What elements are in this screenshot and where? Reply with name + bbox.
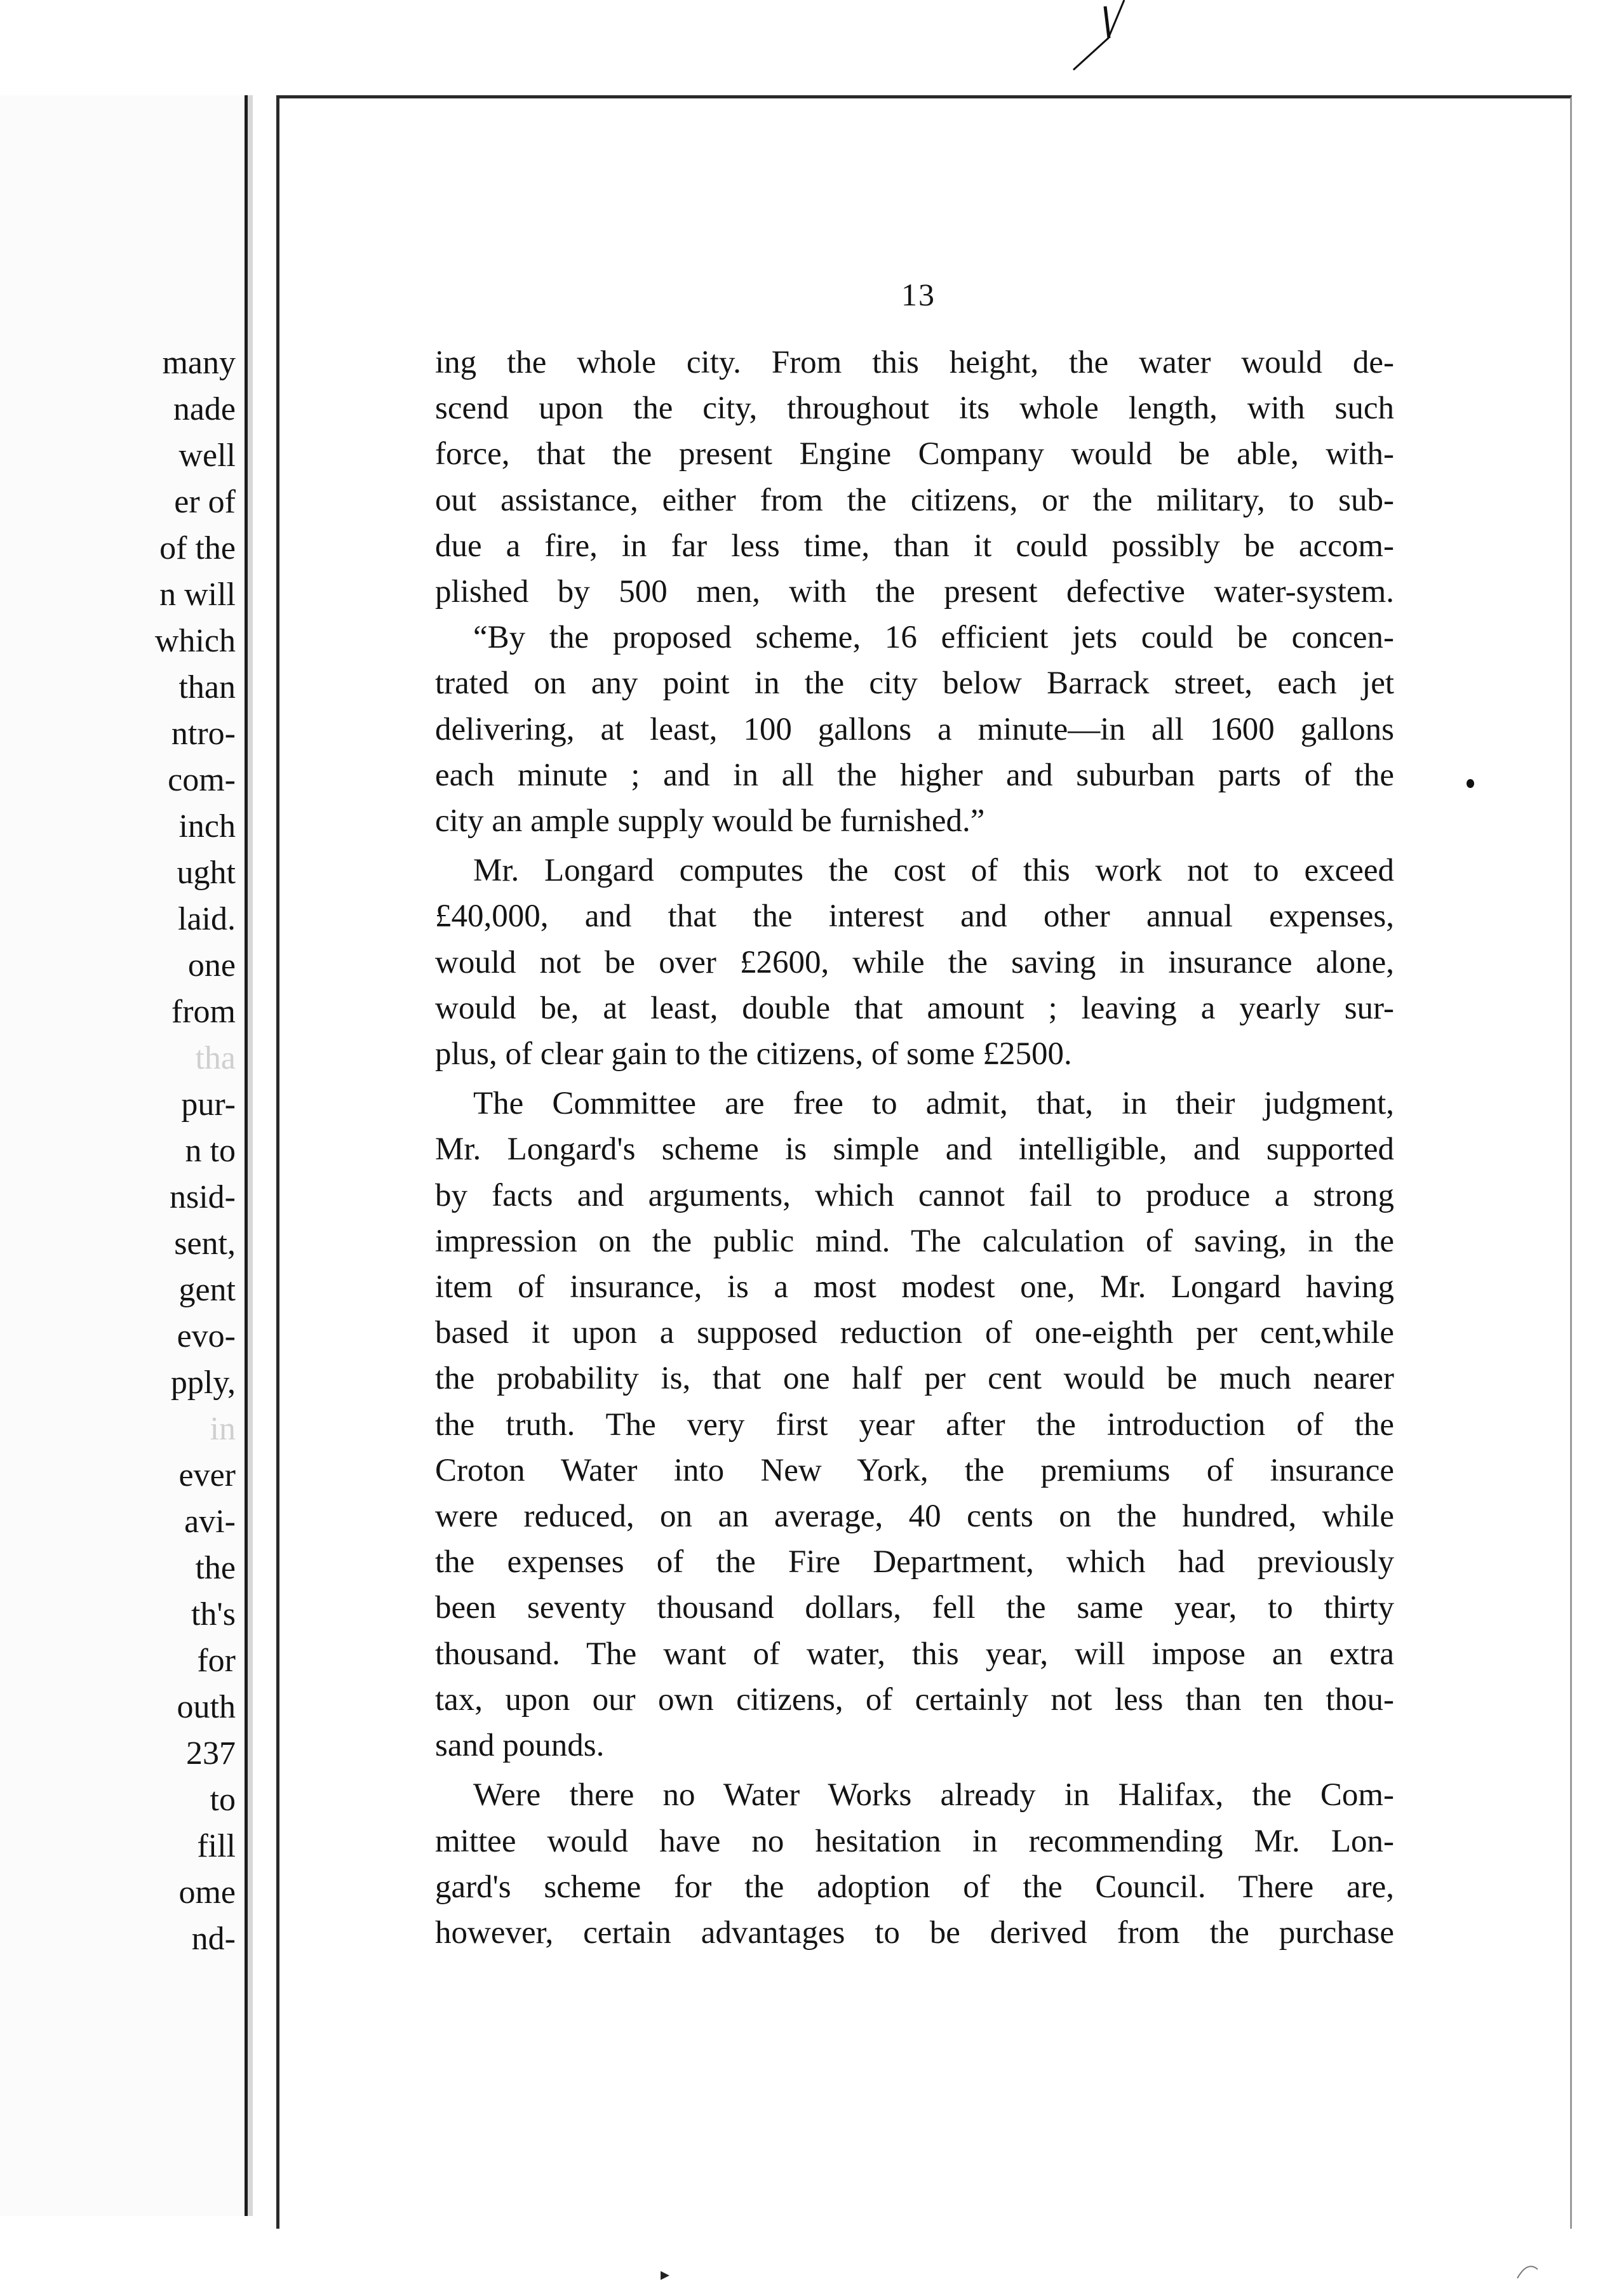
left-line: fill: [197, 1828, 236, 1864]
left-line: pur-: [181, 1086, 236, 1123]
left-line: ome: [178, 1874, 236, 1911]
left-line: avi-: [184, 1504, 236, 1540]
left-line: evo-: [177, 1318, 236, 1354]
text-line: would not be over £2600, while the saving in insurance alone,: [435, 944, 1394, 980]
text-line: impression on the public mind. The calculation of saving, in the: [435, 1223, 1394, 1259]
left-line: nd-: [191, 1921, 236, 1957]
text-line: The Committee are free to admit, that, in their judgment,: [473, 1086, 1394, 1122]
text-line: £40,000, and that the interest and other annual expenses,: [435, 898, 1394, 935]
left-line-faint: in: [210, 1411, 236, 1447]
left-line: er of: [174, 484, 236, 520]
left-line: than: [178, 669, 236, 705]
text-line: “By the proposed scheme, 16 efficient jets could be concen-: [473, 620, 1394, 656]
left-line: from: [171, 994, 236, 1030]
text-line: due a fire, in far less time, than it could possibly be accom-: [435, 528, 1394, 564]
text-line: mittee would have no hesitation in recommending Mr. Lon-: [435, 1823, 1394, 1859]
left-line: for: [197, 1643, 236, 1679]
left-line: sent,: [174, 1225, 236, 1262]
left-line: many: [162, 345, 236, 381]
page-number: 13: [901, 277, 936, 312]
left-line: ught: [177, 855, 236, 891]
text-line: Croton Water into New York, the premiums of insurance: [435, 1452, 1394, 1488]
text-line: been seventy thousand dollars, fell the same year, to thirty: [435, 1590, 1394, 1626]
text-line: however, certain advantages to be derived from the purchase: [435, 1914, 1394, 1951]
ink-dot-mark: [1467, 779, 1474, 788]
left-line: nade: [173, 391, 236, 427]
body-text: [435, 340, 1394, 1956]
left-line: laid.: [178, 901, 236, 937]
text-line: by facts and arguments, which cannot fail to produce a strong: [435, 1177, 1394, 1213]
left-line: ever: [178, 1457, 236, 1493]
corner-curl-mark: [1515, 2255, 1540, 2281]
left-line: 237: [186, 1735, 236, 1772]
left-line-faint: tha: [195, 1040, 236, 1076]
left-line: well: [178, 437, 236, 474]
left-line: com-: [168, 762, 236, 798]
left-page-fragment: [0, 95, 248, 2216]
text-line: tax, upon our own citizens, of certainly not less than ten thou-: [435, 1681, 1394, 1718]
left-line: pply,: [170, 1365, 236, 1401]
text-line: Were there no Water Works already in Halifax, the Com-: [473, 1777, 1394, 1813]
left-line: to: [210, 1782, 236, 1818]
text-line: would be, at least, double that amount ; leaving a yearly sur-: [435, 990, 1394, 1026]
bottom-ink-mark: ▸: [661, 2265, 670, 2285]
text-line: plus, of clear gain to the citizens, of some £2500.: [435, 1036, 1072, 1072]
text-line: were reduced, on an average, 40 cents on the hundred, while: [435, 1498, 1394, 1535]
left-line: th's: [191, 1596, 236, 1632]
text-line: delivering, at least, 100 gallons a minute—in all 1600 gallons: [435, 711, 1394, 747]
left-line: nsid-: [170, 1179, 236, 1215]
text-line: ing the whole city. From this height, the water would de-: [435, 345, 1394, 380]
left-line: one: [187, 947, 236, 984]
text-line: the expenses of the Fire Department, which had previously: [435, 1544, 1394, 1580]
left-line: n will: [159, 577, 236, 613]
text-line: item of insurance, is a most modest one, Mr. Longard having: [435, 1269, 1394, 1305]
left-line: of the: [159, 530, 236, 566]
text-line: Mr. Longard's scheme is simple and intelligible, and supported: [435, 1131, 1394, 1168]
left-page-text: [155, 340, 236, 1962]
text-line: force, that the present Engine Company would be able, with-: [435, 436, 1394, 472]
text-line: sand pounds.: [435, 1728, 605, 1764]
left-line: inch: [178, 808, 236, 844]
left-line: the: [195, 1550, 236, 1586]
text-line: scend upon the city, throughout its whole length, with such: [435, 390, 1394, 427]
text-line: trated on any point in the city below Barrack street, each jet: [435, 665, 1394, 702]
text-line: city an ample supply would be furnished.”: [435, 803, 985, 839]
left-line: ntro-: [171, 716, 236, 752]
left-line: gent: [178, 1272, 236, 1308]
text-line: the truth. The very first year after the introduction of the: [435, 1406, 1394, 1443]
text-line: Mr. Longard computes the cost of this work not to exceed: [473, 853, 1394, 889]
text-line: gard's scheme for the adoption of the Council. There are,: [435, 1869, 1394, 1905]
left-line: outh: [177, 1689, 236, 1725]
text-line: the probability is, that one half per cent would be much nearer: [435, 1361, 1394, 1397]
text-line: based it upon a supposed reduction of one-eighth per cent,while: [435, 1315, 1394, 1351]
left-line: n to: [185, 1133, 236, 1169]
text-line: out assistance, either from the citizens, or the military, to sub-: [435, 482, 1394, 518]
text-line: each minute ; and in all the higher and suburban parts of the: [435, 757, 1394, 793]
ink-scratch-mark: [1061, 0, 1137, 76]
left-line: which: [154, 623, 236, 659]
right-page: [276, 95, 1572, 2229]
text-line: thousand. The want of water, this year, will impose an extra: [435, 1636, 1394, 1672]
text-line: plished by 500 men, with the present defective water-system.: [435, 574, 1394, 610]
